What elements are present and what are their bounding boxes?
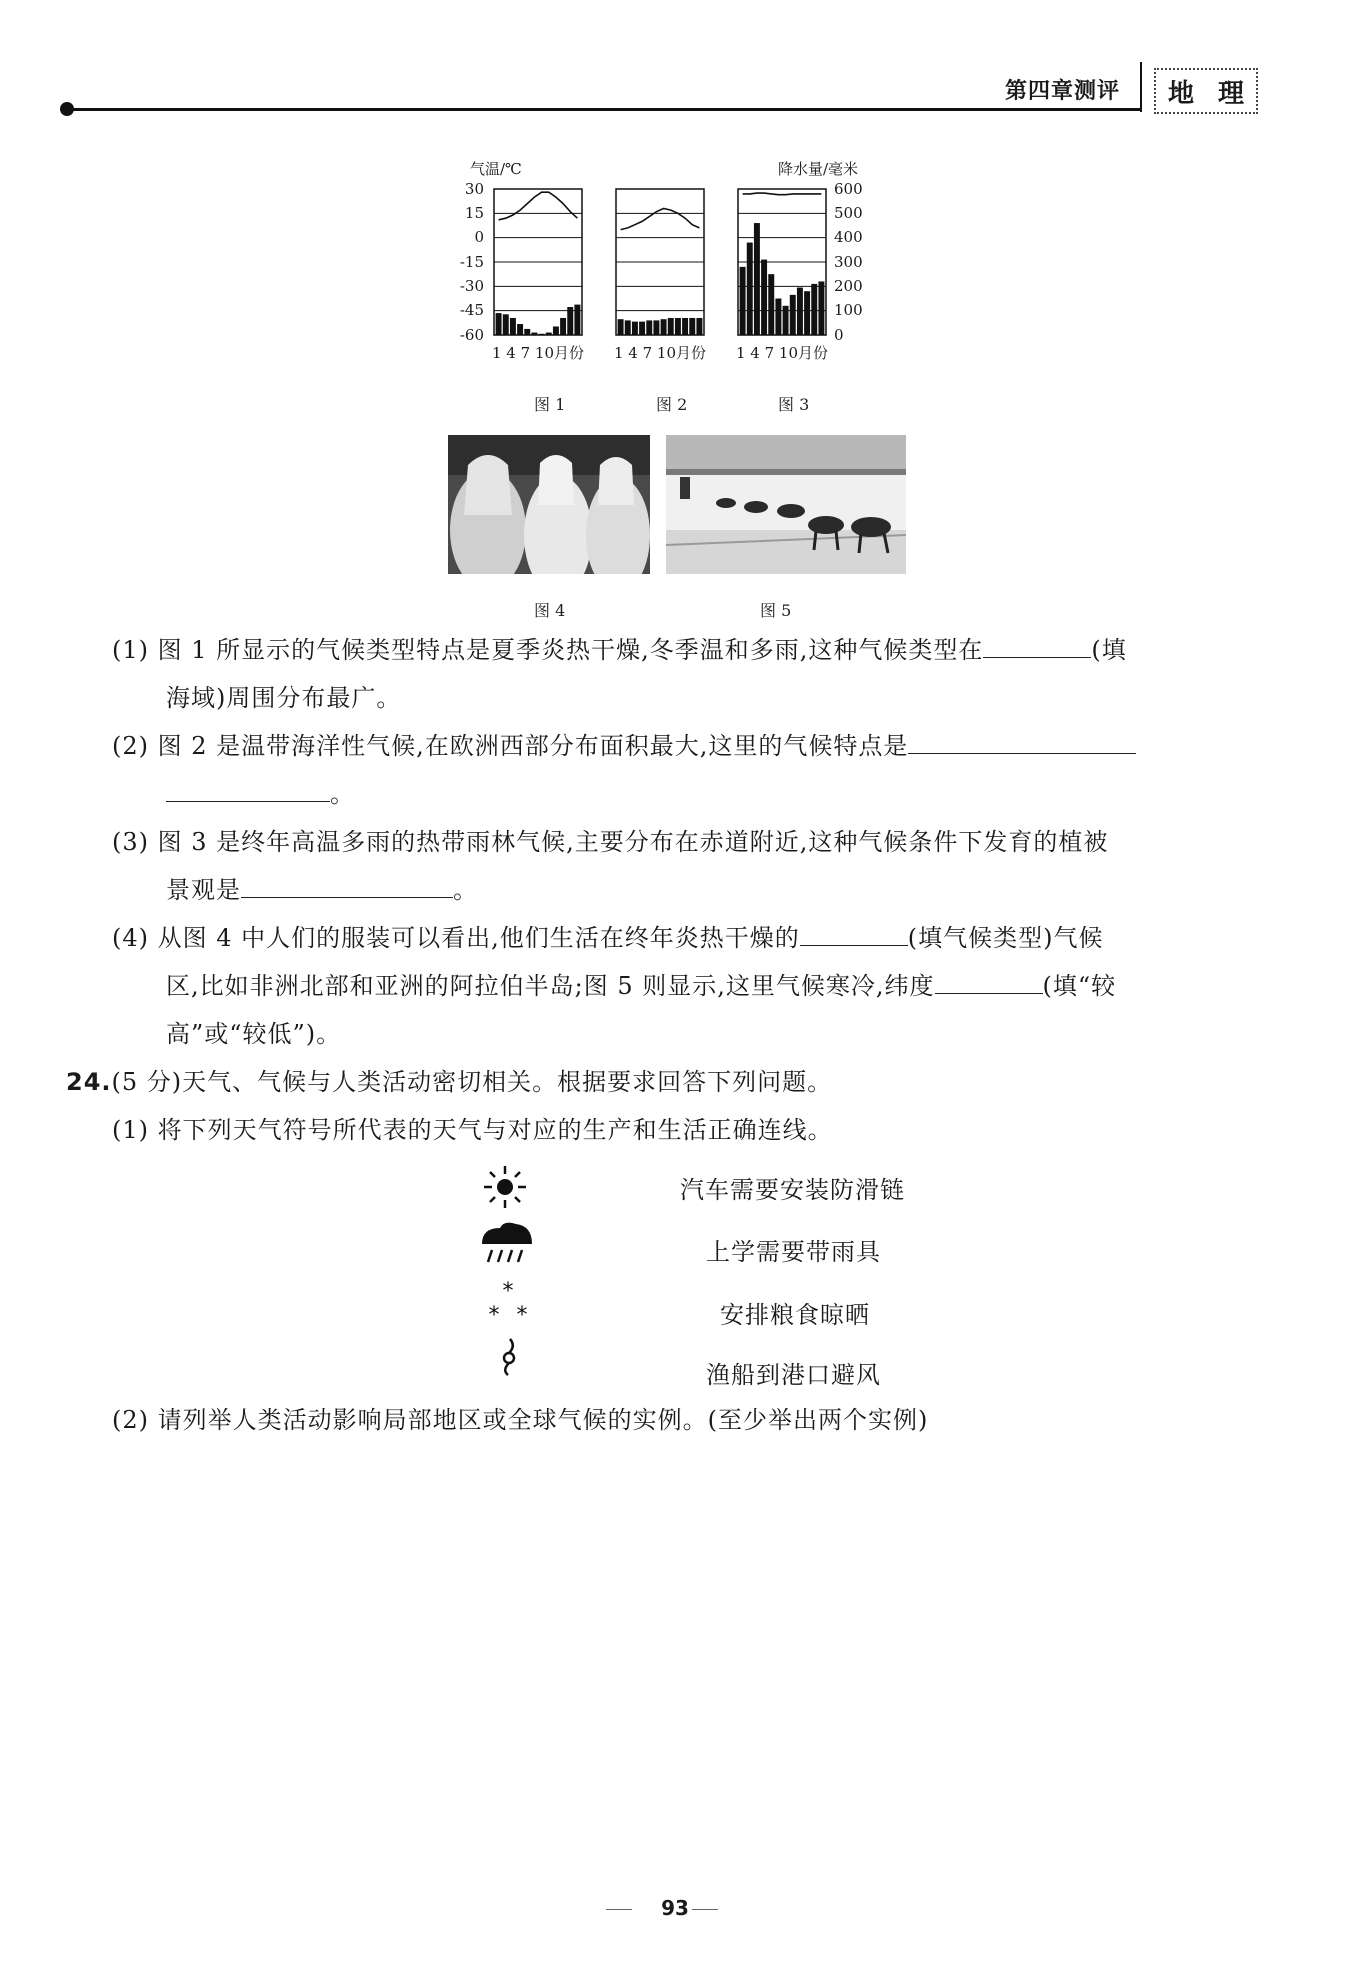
q23-part3-line2 xyxy=(166,875,478,905)
temperature-line xyxy=(621,209,700,230)
precipitation-axis-label: 降水量/毫米 xyxy=(778,160,859,178)
activity-4: 渔船到港口避风 xyxy=(706,1361,881,1389)
figure-caption-4: 图 4 xyxy=(534,601,566,620)
q23-part3-end: 。 xyxy=(453,876,478,904)
precip-bar xyxy=(567,307,573,335)
climate-chart-3 xyxy=(737,188,827,338)
precip-bar xyxy=(761,260,767,335)
q23-part4-line3: 高”或“较低”)。 xyxy=(166,1020,342,1048)
chapter-title: 第四章测评 xyxy=(1004,79,1120,104)
q23-part4-hint: (填气候类型)气候 xyxy=(907,924,1104,952)
precip-bar xyxy=(560,318,566,335)
precip-bar xyxy=(661,319,667,335)
q23-part1-line1 xyxy=(112,635,1127,665)
q24-part1: (1) 将下列天气符号所代表的天气与对应的生产和生活正确连线。 xyxy=(112,1116,833,1144)
subject-box xyxy=(1154,68,1258,114)
precip-bar xyxy=(768,274,774,335)
answer-blank[interactable] xyxy=(241,875,453,898)
temperature-line xyxy=(743,193,822,195)
activity-1: 汽车需要安装防滑链 xyxy=(680,1176,905,1204)
precip-bar xyxy=(546,333,552,335)
precip-bar xyxy=(531,333,537,335)
answer-blank[interactable] xyxy=(800,923,908,946)
header-rule xyxy=(62,108,1142,111)
temp-tick: 0 xyxy=(474,228,484,246)
q23-part1-fill-hint: (填 xyxy=(1091,636,1127,664)
precip-bar xyxy=(646,320,652,335)
q23-part4-text: (4) 从图 4 中人们的服装可以看出,他们生活在终年炎热干燥的 xyxy=(112,924,800,952)
precip-bar xyxy=(754,223,760,335)
q23-part2-line2 xyxy=(166,779,355,809)
precip-bar xyxy=(496,313,502,335)
precip-bar xyxy=(618,319,624,335)
activity-3: 安排粮食晾晒 xyxy=(720,1301,870,1329)
precip-bar xyxy=(775,299,781,336)
precip-bar xyxy=(639,322,645,335)
precip-bar xyxy=(632,322,638,335)
q23-part4-text2: 区,比如非洲北部和亚洲的阿拉伯半岛;图 5 则显示,这里气候寒冷,纬度 xyxy=(166,972,935,1000)
answer-blank[interactable] xyxy=(935,971,1043,994)
x-axis-label-2: 1 4 7 10月份 xyxy=(614,344,707,362)
q23-part4-hint2: (填“较 xyxy=(1042,972,1117,1000)
answer-blank[interactable] xyxy=(983,635,1091,658)
q23-part4-line1 xyxy=(112,923,1104,953)
temp-tick: -45 xyxy=(459,301,484,319)
precip-bar xyxy=(653,320,659,335)
figure-caption-3: 图 3 xyxy=(778,395,810,414)
figure-caption-5: 图 5 xyxy=(760,601,792,620)
precip-bar xyxy=(539,334,545,335)
precip-bar xyxy=(510,318,516,335)
x-axis-label-1: 1 4 7 10月份 xyxy=(492,344,585,362)
footer-dash-right xyxy=(692,1909,718,1910)
figure-caption-1: 图 1 xyxy=(534,395,566,414)
precip-bar xyxy=(524,329,530,335)
svg-text:*: * xyxy=(502,1280,514,1304)
temp-tick: 30 xyxy=(464,180,484,198)
temperature-line xyxy=(499,192,578,220)
precip-bar xyxy=(675,318,681,335)
sunny-icon xyxy=(482,1164,528,1210)
q23-part4-line2 xyxy=(166,971,1116,1001)
precip-bar xyxy=(783,306,789,335)
figure-caption-2: 图 2 xyxy=(656,395,688,414)
q23-part2-line1 xyxy=(112,731,1136,761)
answer-blank[interactable] xyxy=(908,731,1136,754)
subject-char-1: 地 xyxy=(1167,78,1194,109)
precip-bar xyxy=(689,318,695,335)
temp-tick: 15 xyxy=(464,204,484,222)
temp-tick: -30 xyxy=(459,277,484,295)
activity-2: 上学需要带雨具 xyxy=(706,1238,881,1266)
precip-tick: 200 xyxy=(834,277,863,295)
precip-bar xyxy=(503,314,509,335)
page-number: 93 xyxy=(661,1896,689,1920)
q24-stem xyxy=(66,1067,832,1097)
svg-text:*: * xyxy=(516,1303,528,1326)
precip-bar xyxy=(811,284,817,335)
photo-arab-robes xyxy=(448,435,650,574)
precip-tick: 600 xyxy=(834,180,863,198)
precip-tick: 400 xyxy=(834,228,863,246)
svg-text:*: * xyxy=(488,1303,500,1326)
precip-bar xyxy=(790,295,796,335)
typhoon-icon xyxy=(496,1336,522,1376)
precip-tick: 500 xyxy=(834,204,863,222)
precip-bar xyxy=(740,267,746,335)
precip-tick: 300 xyxy=(834,253,863,271)
precip-bar xyxy=(696,318,702,335)
q23-part1-text: (1) 图 1 所显示的气候类型特点是夏季炎热干燥,冬季温和多雨,这种气候类型在 xyxy=(112,636,984,664)
precip-bar xyxy=(553,326,559,335)
precip-bar xyxy=(517,324,523,335)
temperature-axis-label: 气温/℃ xyxy=(470,160,522,178)
rain-icon xyxy=(478,1218,536,1268)
climate-chart-1 xyxy=(493,188,583,338)
photo-dog-sled xyxy=(666,435,906,574)
snow-icon xyxy=(480,1280,536,1326)
q24-number: 24. xyxy=(66,1068,112,1096)
precip-bar xyxy=(818,281,824,335)
precip-tick: 0 xyxy=(834,326,844,344)
q24-stem-text: (5 分)天气、气候与人类活动密切相关。根据要求回答下列问题。 xyxy=(111,1068,833,1096)
precip-bar xyxy=(574,305,580,335)
precip-tick: 100 xyxy=(834,301,863,319)
precip-bar xyxy=(682,318,688,335)
q23-part1-line2: 海域)周围分布最广。 xyxy=(166,684,402,712)
q24-part2: (2) 请列举人类活动影响局部地区或全球气候的实例。(至少举出两个实例) xyxy=(112,1406,929,1434)
header-separator xyxy=(1140,62,1142,112)
q23-part3-line1: (3) 图 3 是终年高温多雨的热带雨林气候,主要分布在赤道附近,这种气候条件下发育的植被 xyxy=(112,828,1109,856)
q23-part3-text: 景观是 xyxy=(166,876,241,904)
answer-blank[interactable] xyxy=(166,779,330,802)
climate-chart-2 xyxy=(615,188,705,338)
precip-bar xyxy=(797,288,803,335)
temp-tick: -15 xyxy=(459,253,484,271)
precip-bar xyxy=(625,320,631,335)
subject-char-2: 理 xyxy=(1217,78,1244,109)
temp-tick: -60 xyxy=(459,326,484,344)
x-axis-label-3: 1 4 7 10月份 xyxy=(736,344,829,362)
q23-part2-text: (2) 图 2 是温带海洋性气候,在欧洲西部分布面积最大,这里的气候特点是 xyxy=(112,732,909,760)
precip-bar xyxy=(747,243,753,335)
precip-bar xyxy=(804,291,810,335)
precip-bar xyxy=(668,318,674,335)
q23-part2-end: 。 xyxy=(330,780,355,808)
